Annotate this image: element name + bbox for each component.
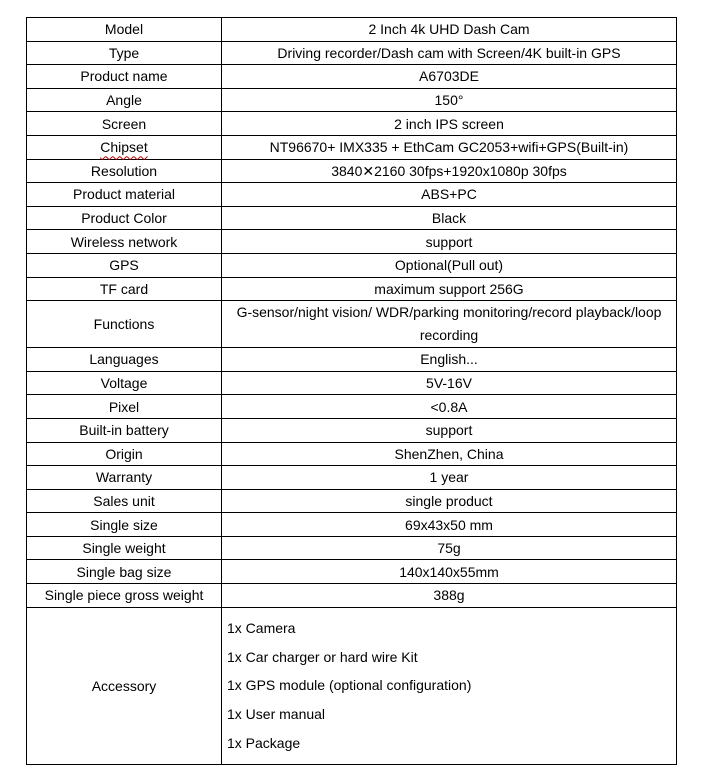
spec-key: Wireless network bbox=[27, 230, 222, 254]
spec-key: GPS bbox=[27, 253, 222, 277]
spec-value: Driving recorder/Dash cam with Screen/4K built-in GPS bbox=[222, 41, 677, 65]
table-row bbox=[27, 536, 677, 560]
spec-value: G-sensor/night vision/ WDR/parking monitoring/record playback/loop recording bbox=[222, 301, 677, 348]
table-row bbox=[27, 18, 677, 42]
spec-value: single product bbox=[222, 489, 677, 513]
spec-value: English... bbox=[222, 348, 677, 372]
table-row bbox=[27, 584, 677, 608]
spec-key: Origin bbox=[27, 442, 222, 466]
table-row bbox=[27, 489, 677, 513]
spec-key: Product name bbox=[27, 65, 222, 89]
spec-key: Resolution bbox=[27, 159, 222, 183]
spec-key: Single bag size bbox=[27, 560, 222, 584]
spec-value: 388g bbox=[222, 584, 677, 608]
table-row bbox=[27, 348, 677, 372]
spec-value: 2 inch IPS screen bbox=[222, 112, 677, 136]
table-row bbox=[27, 112, 677, 136]
spec-key: Screen bbox=[27, 112, 222, 136]
spec-key: Voltage bbox=[27, 371, 222, 395]
spec-value: 69x43x50 mm bbox=[222, 513, 677, 537]
spec-key: Sales unit bbox=[27, 489, 222, 513]
table-row bbox=[27, 206, 677, 230]
spec-value: Optional(Pull out) bbox=[222, 253, 677, 277]
table-row bbox=[27, 65, 677, 89]
spec-key: Warranty bbox=[27, 466, 222, 490]
spec-value: 5V-16V bbox=[222, 371, 677, 395]
table-row bbox=[27, 560, 677, 584]
spec-key: Model bbox=[27, 18, 222, 42]
spec-value: 140x140x55mm bbox=[222, 560, 677, 584]
spec-key: Single piece gross weight bbox=[27, 584, 222, 608]
spec-value: ShenZhen, China bbox=[222, 442, 677, 466]
spec-value: 150° bbox=[222, 88, 677, 112]
spec-value: 1 year bbox=[222, 466, 677, 490]
table-row bbox=[27, 88, 677, 112]
spec-key: Languages bbox=[27, 348, 222, 372]
spec-value: 2 Inch 4k UHD Dash Cam bbox=[222, 18, 677, 42]
spec-key: TF card bbox=[27, 277, 222, 301]
spec-value: 75g bbox=[222, 536, 677, 560]
accessory-item: 1x Package bbox=[227, 734, 301, 751]
table-row bbox=[27, 277, 677, 301]
spec-table bbox=[26, 17, 677, 765]
table-row bbox=[27, 418, 677, 442]
spec-key bbox=[27, 135, 222, 159]
table-row bbox=[27, 301, 677, 348]
spec-key: Pixel bbox=[27, 395, 222, 419]
spec-key: Product material bbox=[27, 183, 222, 207]
spec-key: Single size bbox=[27, 513, 222, 537]
spec-value: A6703DE bbox=[222, 65, 677, 89]
accessory-list bbox=[222, 607, 677, 764]
spec-key: Functions bbox=[27, 301, 222, 348]
table-row bbox=[27, 513, 677, 537]
spec-value: Black bbox=[222, 206, 677, 230]
spec-value: support bbox=[222, 418, 677, 442]
table-row bbox=[27, 230, 677, 254]
table-row bbox=[27, 253, 677, 277]
accessory-item: 1x GPS module (optional configuration) bbox=[227, 677, 472, 694]
accessory-item: 1x Camera bbox=[227, 620, 296, 637]
spec-key: Angle bbox=[27, 88, 222, 112]
table-row bbox=[27, 371, 677, 395]
spec-key: Single weight bbox=[27, 536, 222, 560]
spec-key: Built-in battery bbox=[27, 418, 222, 442]
spec-value: support bbox=[222, 230, 677, 254]
spec-key: Type bbox=[27, 41, 222, 65]
spec-key: Accessory bbox=[27, 607, 222, 764]
spec-key-text: Chipset bbox=[100, 139, 148, 156]
table-row bbox=[27, 183, 677, 207]
spec-value: maximum support 256G bbox=[222, 277, 677, 301]
table-row bbox=[27, 41, 677, 65]
spec-value: <0.8A bbox=[222, 395, 677, 419]
table-row bbox=[27, 466, 677, 490]
spec-key: Product Color bbox=[27, 206, 222, 230]
spec-value: ABS+PC bbox=[222, 183, 677, 207]
accessory-item: 1x Car charger or hard wire Kit bbox=[227, 648, 418, 665]
spec-value: 3840✕2160 30fps+1920x1080p 30fps bbox=[222, 159, 677, 183]
table-row bbox=[27, 159, 677, 183]
table-row bbox=[27, 395, 677, 419]
table-row bbox=[27, 135, 677, 159]
table-row bbox=[27, 442, 677, 466]
accessory-item: 1x User manual bbox=[227, 705, 326, 722]
spec-value: NT96670+ IMX335 + EthCam GC2053+wifi+GPS(Built-in) bbox=[222, 135, 677, 159]
accessory-row bbox=[27, 607, 677, 764]
